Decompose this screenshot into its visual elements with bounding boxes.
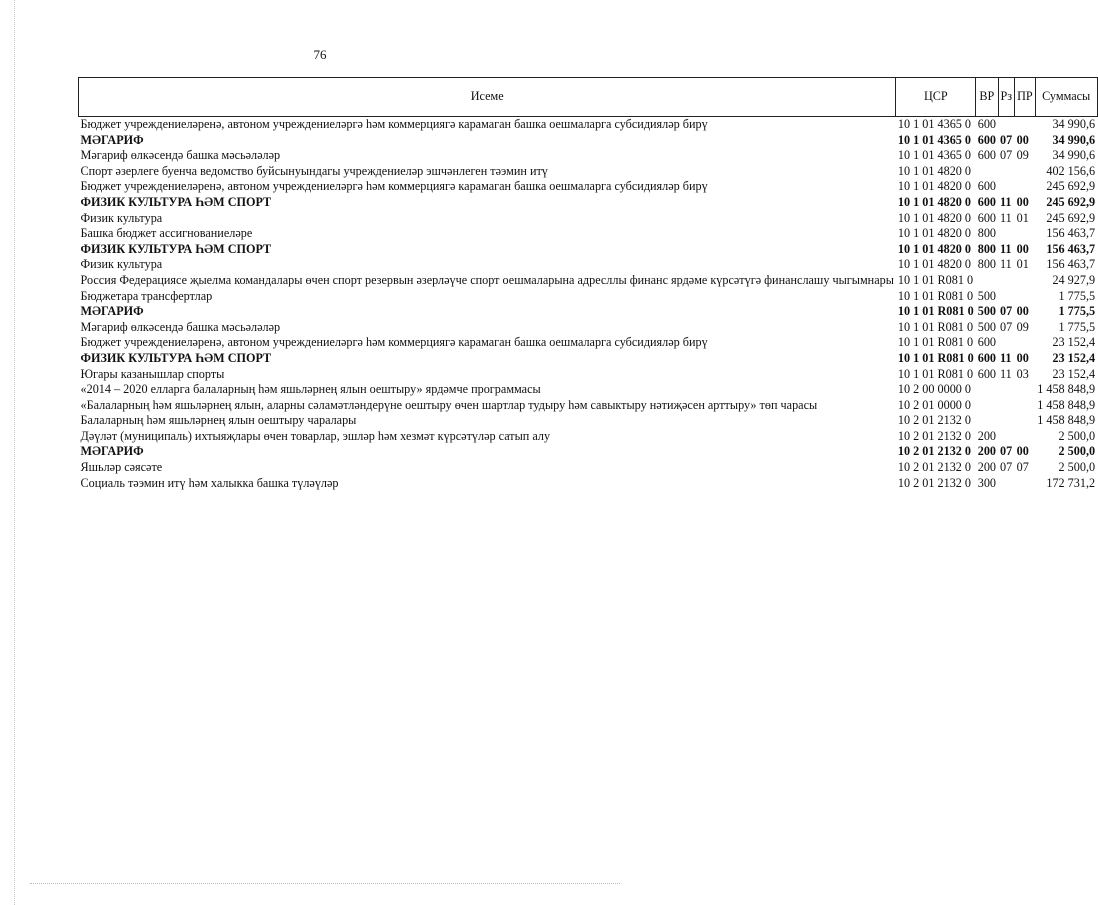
cell-csr: 10 1 01 R081 0: [897, 350, 974, 365]
cell-pr: [1015, 117, 1036, 133]
cell-name: Яшьләр сәясәте: [80, 460, 163, 475]
cell-name: Башка бюджет ассигнованиеләре: [80, 226, 253, 241]
cell-pr: [1015, 164, 1036, 180]
cell-csr: 10 1 01 R081 0: [897, 304, 974, 319]
cell-rz: 11: [1000, 241, 1012, 256]
cell-sum: 23 152,4: [1052, 350, 1096, 365]
cell-pr: 03: [1016, 366, 1029, 381]
cell-name: Социаль тәэмин итү һәм халыкка башка түләүләр: [80, 475, 339, 490]
table-row: [79, 304, 1098, 320]
cell-rz: 11: [1000, 366, 1012, 381]
cell-csr: 10 2 01 2132 0: [897, 444, 972, 459]
cell-csr: 10 2 01 2132 0: [897, 460, 972, 475]
table-row: [79, 460, 1098, 476]
cell-pr: [1015, 382, 1036, 398]
cell-vr: 600: [977, 210, 997, 225]
cell-name: МӘГАРИФ: [80, 304, 144, 319]
cell-rz: 07: [1000, 444, 1013, 459]
cell-rz: [998, 413, 1015, 429]
cell-rz: 07: [1000, 304, 1013, 319]
cell-sum: 2 500,0: [1058, 460, 1096, 475]
cell-csr: 10 2 01 2132 0: [897, 475, 972, 490]
cell-sum: 2 500,0: [1058, 428, 1096, 443]
cell-csr: 10 2 01 2132 0: [897, 428, 972, 443]
header-csr: ЦСР: [896, 78, 976, 117]
cell-vr: 600: [977, 350, 997, 365]
cell-name: МӘГАРИФ: [80, 132, 144, 147]
cell-rz: [998, 398, 1015, 414]
table-row: [79, 367, 1098, 383]
cell-pr: 09: [1016, 319, 1029, 334]
cell-pr: 00: [1016, 444, 1029, 459]
cell-pr: [1015, 413, 1036, 429]
table-row: [79, 148, 1098, 164]
cell-sum: 1 458 848,9: [1037, 413, 1096, 428]
cell-pr: [1015, 226, 1036, 242]
cell-name: Балаларның һәм яшьләрнең ялын оештыру чаралары: [80, 413, 357, 428]
cell-pr: 01: [1016, 210, 1029, 225]
cell-pr: 00: [1016, 132, 1029, 147]
scan-bottom-dots: [30, 883, 620, 884]
table-row: [79, 195, 1098, 211]
table-row: [79, 179, 1098, 195]
cell-rz: [998, 382, 1015, 398]
cell-pr: [1015, 429, 1036, 445]
cell-vr: [976, 398, 998, 414]
cell-name: Мәгариф өлкәсендә башка мәсьәләләр: [80, 319, 281, 334]
cell-pr: [1015, 289, 1036, 305]
cell-name: Бюджет учреждениеләренә, автоном учреждениеләргә һәм коммерциягә карамаган башка оешмаларга субсидияләр бирү: [80, 117, 708, 131]
table-row: [79, 133, 1098, 149]
table-row: [79, 382, 1098, 398]
cell-csr: 10 1 01 4365 0: [897, 148, 972, 163]
table-row: [79, 413, 1098, 429]
cell-vr: 200: [977, 460, 997, 475]
table-row: [79, 476, 1098, 492]
cell-vr: 300: [977, 475, 997, 490]
cell-pr: 01: [1016, 257, 1029, 272]
table-row: [79, 398, 1098, 414]
cell-sum: 23 152,4: [1052, 366, 1096, 381]
cell-name: «Балаларның һәм яшьләрнең ялын, аларны сәламәтләндерүне оештыру өчен шартлар тудыру һәм савыктыру нәтиҗәсен арттыру» төп чарасы: [80, 397, 818, 412]
cell-csr: 10 1 01 R081 0: [897, 288, 974, 303]
cell-rz: 07: [1000, 148, 1013, 163]
cell-vr: 800: [977, 241, 997, 256]
cell-csr: 10 1 01 4820 0: [897, 194, 972, 209]
cell-sum: 34 990,6: [1052, 132, 1096, 147]
cell-pr: [1015, 273, 1036, 289]
cell-sum: 34 990,6: [1052, 117, 1096, 131]
cell-vr: 600: [977, 148, 997, 163]
cell-name: Бюджетара трансфертлар: [80, 288, 213, 303]
cell-csr: 10 1 01 4365 0: [897, 132, 972, 147]
cell-csr: 10 1 01 R081 0: [897, 319, 974, 334]
cell-rz: 11: [1000, 350, 1012, 365]
cell-csr: 10 2 01 0000 0: [897, 397, 972, 412]
cell-vr: [976, 164, 998, 180]
cell-rz: 07: [1000, 319, 1013, 334]
table-row: [79, 320, 1098, 336]
cell-pr: [1015, 476, 1036, 492]
cell-vr: 600: [977, 179, 997, 194]
cell-vr: 500: [977, 288, 997, 303]
header-pr: ПР: [1015, 78, 1036, 117]
cell-vr: 600: [977, 132, 997, 147]
cell-vr: 600: [977, 194, 997, 209]
cell-vr: 500: [977, 319, 997, 334]
cell-pr: 00: [1016, 304, 1029, 319]
cell-name: МӘГАРИФ: [80, 444, 144, 459]
cell-rz: 11: [1000, 257, 1012, 272]
cell-rz: 11: [1000, 194, 1012, 209]
cell-vr: 200: [977, 428, 997, 443]
cell-pr: [1015, 179, 1036, 195]
cell-vr: 600: [977, 117, 997, 131]
cell-sum: 245 692,9: [1046, 179, 1096, 194]
cell-name: ФИЗИК КУЛЬТУРА ҺӘМ СПОРТ: [80, 194, 272, 209]
cell-csr: 10 2 01 2132 0: [897, 413, 972, 428]
cell-pr: [1015, 335, 1036, 351]
cell-rz: [998, 164, 1015, 180]
cell-csr: 10 1 01 4820 0: [897, 241, 972, 256]
cell-rz: 11: [1000, 210, 1012, 225]
cell-pr: 07: [1016, 460, 1029, 475]
cell-vr: 200: [977, 444, 997, 459]
cell-vr: 800: [977, 226, 997, 241]
table-row: [79, 444, 1098, 460]
cell-rz: [998, 226, 1015, 242]
cell-sum: 1 775,5: [1058, 319, 1096, 334]
cell-csr: 10 1 01 R081 0: [897, 366, 974, 381]
cell-csr: 10 2 00 0000 0: [897, 382, 972, 397]
page-number: 76: [313, 47, 327, 62]
cell-sum: 34 990,6: [1052, 148, 1096, 163]
cell-vr: 500: [977, 304, 997, 319]
table-row: [79, 242, 1098, 258]
cell-rz: 07: [1000, 460, 1013, 475]
cell-sum: 402 156,6: [1046, 163, 1096, 178]
cell-sum: 245 692,9: [1046, 210, 1096, 225]
table-row: [79, 257, 1098, 273]
cell-rz: [998, 179, 1015, 195]
cell-vr: [976, 413, 998, 429]
table-row: [79, 335, 1098, 351]
table-body: [79, 117, 1098, 492]
header-vr: ВР: [976, 78, 998, 117]
cell-vr: 600: [977, 335, 997, 350]
header-sum: Суммасы: [1035, 78, 1097, 117]
cell-name: Физик культура: [80, 210, 163, 225]
cell-sum: 1 458 848,9: [1037, 397, 1096, 412]
table-row: [79, 211, 1098, 227]
cell-rz: 07: [1000, 132, 1013, 147]
cell-sum: 1 458 848,9: [1037, 382, 1096, 397]
cell-csr: 10 1 01 R081 0: [897, 335, 974, 350]
table-header-row: [79, 78, 1098, 117]
cell-csr: 10 1 01 4820 0: [897, 257, 972, 272]
budget-table: [78, 77, 1098, 491]
cell-sum: 172 731,2: [1046, 475, 1096, 490]
cell-pr: 00: [1016, 241, 1029, 256]
cell-sum: 1 775,5: [1058, 288, 1096, 303]
cell-sum: 156 463,7: [1046, 241, 1096, 256]
header-name: Исеме: [79, 78, 896, 117]
cell-name: Россия Федерациясе җыелма командалары өчен спорт резервын әзерләүче спорт оешмаларына адресллы финанс ярдәме күрсәтүгә финанслашу чыгымнары: [80, 272, 894, 287]
cell-name: Югары казанышлар спорты: [80, 366, 225, 381]
cell-rz: [998, 289, 1015, 305]
cell-name: Мәгариф өлкәсендә башка мәсьәләләр: [80, 148, 281, 163]
scan-margin-dots: [14, 0, 15, 905]
cell-name: «2014 – 2020 елларга балаларның һәм яшьләрнең ялын оештыру» ярдәмче программасы: [80, 382, 541, 397]
cell-name: Бюджет учреждениеләренә, автоном учреждениеләргә һәм коммерциягә карамаган башка оешмаларга субсидияләр бирү: [80, 335, 708, 350]
cell-rz: [998, 335, 1015, 351]
cell-csr: 10 1 01 4820 0: [897, 163, 972, 178]
header-rz: Рз: [998, 78, 1015, 117]
cell-sum: 245 692,9: [1046, 194, 1096, 209]
cell-pr: 00: [1016, 350, 1029, 365]
cell-csr: 10 1 01 4820 0: [897, 226, 972, 241]
table-row: [79, 273, 1098, 289]
cell-csr: 10 1 01 4820 0: [897, 210, 972, 225]
cell-name: Дәүләт (муниципаль) ихтыяҗлары өчен товарлар, эшләр һәм хезмәт күрсәтүләр сатып алу: [80, 428, 551, 443]
cell-name: Бюджет учреждениеләренә, автоном учреждениеләргә һәм коммерциягә карамаган башка оешмаларга субсидияләр бирү: [80, 179, 708, 194]
cell-name: ФИЗИК КУЛЬТУРА ҺӘМ СПОРТ: [80, 241, 272, 256]
cell-rz: [998, 273, 1015, 289]
cell-sum: 156 463,7: [1046, 257, 1096, 272]
cell-vr: [976, 382, 998, 398]
cell-name: ФИЗИК КУЛЬТУРА ҺӘМ СПОРТ: [80, 350, 272, 365]
cell-vr: [976, 273, 998, 289]
cell-name: Спорт әзерлеге буенча ведомство буйсынуындагы учреждениеләр эшчәнлеген тәэмин итү: [80, 163, 548, 178]
cell-sum: 1 775,5: [1058, 304, 1096, 319]
cell-pr: 09: [1016, 148, 1029, 163]
table-row: [79, 429, 1098, 445]
cell-sum: 156 463,7: [1046, 226, 1096, 241]
cell-sum: 24 927,9: [1052, 272, 1096, 287]
cell-csr: 10 1 01 R081 0: [897, 272, 974, 287]
cell-rz: [998, 117, 1015, 133]
table-row: [79, 351, 1098, 367]
cell-sum: 2 500,0: [1058, 444, 1096, 459]
cell-csr: 10 1 01 4820 0: [897, 179, 972, 194]
cell-sum: 23 152,4: [1052, 335, 1096, 350]
cell-vr: 800: [977, 257, 997, 272]
cell-rz: [998, 429, 1015, 445]
table-row: [79, 226, 1098, 242]
table-row: [79, 289, 1098, 305]
cell-csr: 10 1 01 4365 0: [897, 117, 972, 131]
cell-rz: [998, 476, 1015, 492]
cell-vr: 600: [977, 366, 997, 381]
cell-pr: 00: [1016, 194, 1029, 209]
table-row: [79, 117, 1098, 133]
cell-pr: [1015, 398, 1036, 414]
cell-name: Физик культура: [80, 257, 163, 272]
table-row: [79, 164, 1098, 180]
